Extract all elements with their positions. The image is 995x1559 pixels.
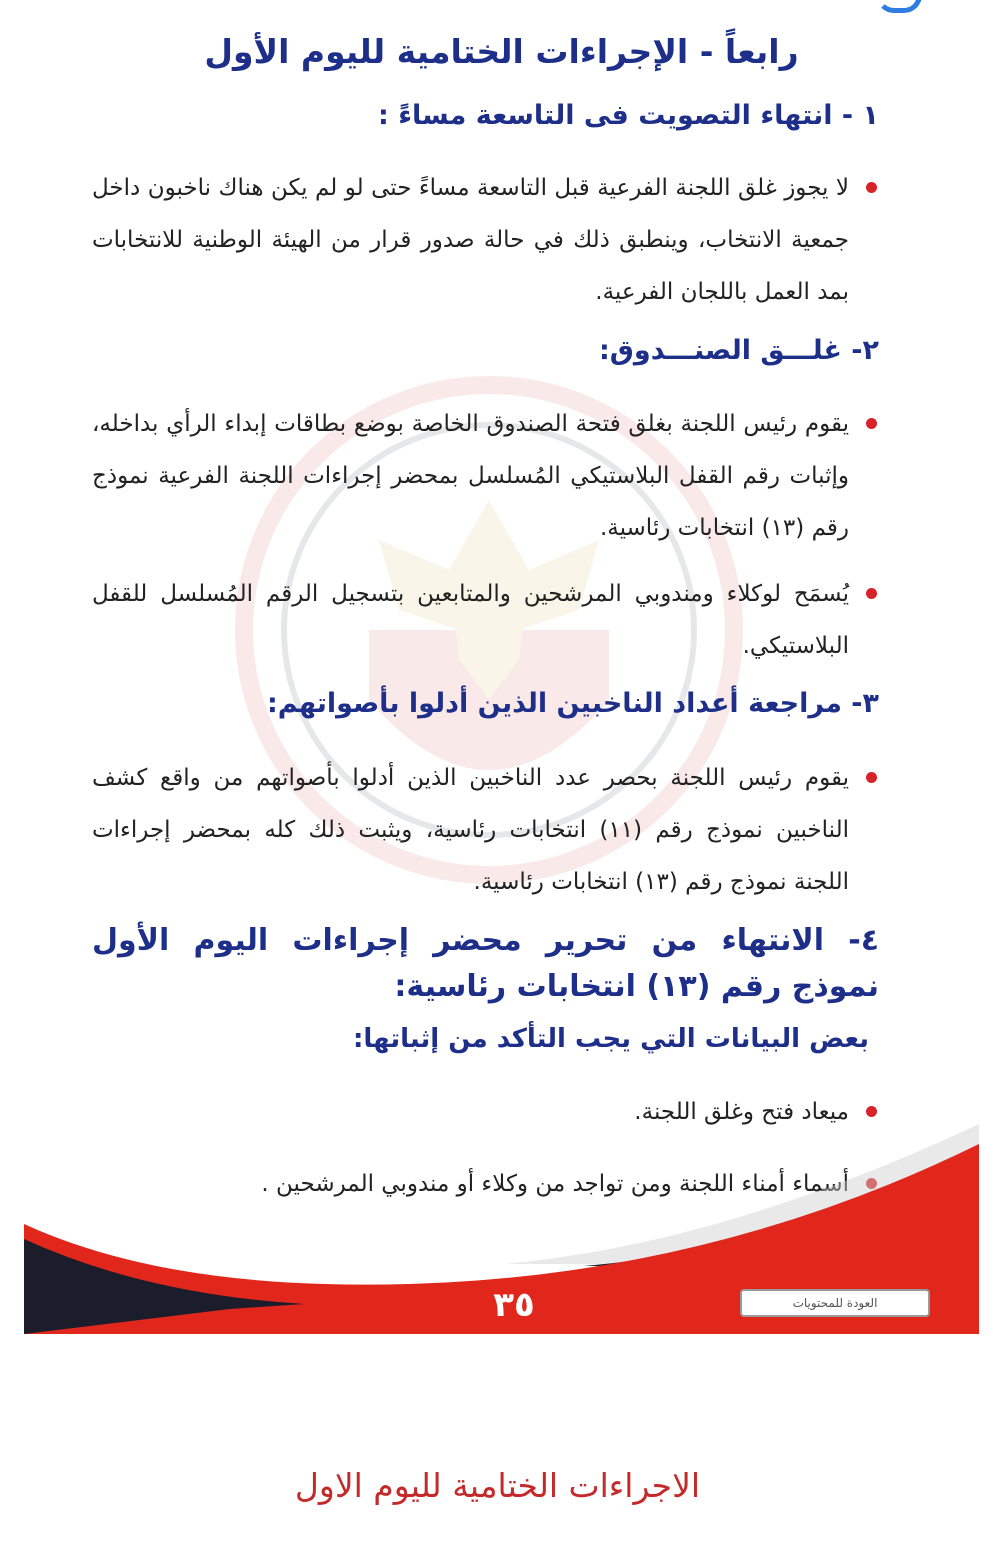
section-1-heading: ١ - انتهاء التصويت فى التاسعة مساءً : — [378, 100, 879, 131]
bullet-text: لا يجوز غلق اللجنة الفرعية قبل التاسعة مساءً حتى لو لم يكن هناك ناخبون داخل جمعية الانتخاب، وينطبق ذلك في حالة صدور قرار من الهيئة الوطنية للانتخابات بمد العمل باللجان الفرعية. — [92, 175, 849, 305]
section-1-bullet-1 — [92, 162, 849, 318]
bullet-text: أسماء أمناء اللجنة ومن تواجد من وكلاء أو مندوبي المرشحين . — [261, 1171, 849, 1197]
bullet-text: يقوم رئيس اللجنة بحصر عدد الناخبين الذين أدلوا بأصواتهم من واقع كشف الناخبين نموذج رقم (١١) انتخابات رئاسية، ويثبت ذلك كله بمحضر إجراءات اللجنة نموذج رقم (١٣) انتخابات رئاسية. — [92, 765, 849, 895]
footer-decoration — [24, 994, 979, 1334]
section-3-heading: ٣- مراجعة أعداد الناخبين الذين أدلوا بأصواتهم: — [266, 688, 879, 719]
bullet-text: يُسمَح لوكلاء ومندوبي المرشحين والمتابعين بتسجيل الرقم المُسلسل للقفل البلاستيكي. — [92, 581, 849, 659]
document-page — [24, 0, 979, 1334]
back-to-contents-button[interactable]: العودة للمحتويات — [740, 1289, 930, 1317]
bullet-text: يقوم رئيس اللجنة بغلق فتحة الصندوق الخاصة بوضع بطاقات إبداء الرأي بداخله، وإثبات رقم القفل البلاستيكي المُسلسل بمحضر إجراءات اللجنة الفرعية نموذج رقم (١٣) انتخابات رئاسية. — [92, 411, 849, 541]
bullet-icon — [866, 588, 877, 599]
bullet-text: ميعاد فتح وغلق اللجنة. — [634, 1099, 849, 1125]
page-title: رابعاً - الإجراءات الختامية لليوم الأول — [204, 32, 799, 71]
corner-decoration — [876, 0, 922, 13]
section-2-bullet-2 — [92, 568, 849, 672]
image-caption: الاجراءات الختامية لليوم الاول — [294, 1466, 701, 1505]
bullet-icon — [866, 772, 877, 783]
bullet-icon — [866, 182, 877, 193]
bullet-icon — [866, 418, 877, 429]
section-4-heading: ٤- الانتهاء من تحرير محضر إجراءات اليوم الأول نموذج رقم (١٣) انتخابات رئاسية: — [92, 923, 879, 1004]
section-3-bullet-1 — [92, 752, 849, 908]
section-4-subheading: بعض البيانات التي يجب التأكد من إثباتها: — [353, 1024, 869, 1054]
section-2-bullet-1 — [92, 398, 849, 554]
page-number: ٣٥ — [493, 1285, 535, 1325]
section-2-heading: ٢- غلـــق الصنـــدوق: — [599, 335, 879, 366]
